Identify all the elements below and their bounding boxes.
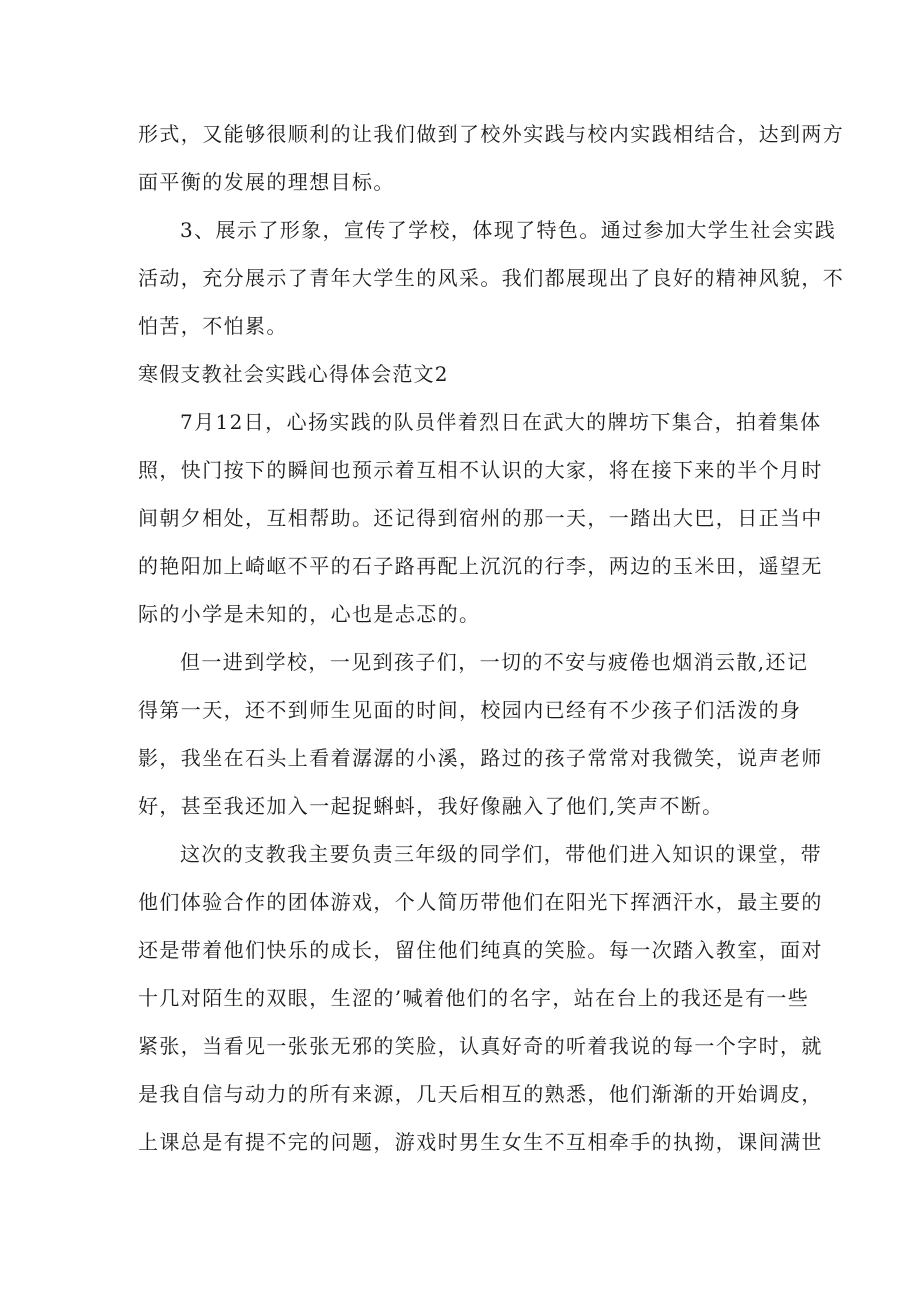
text-line: 影，我坐在石头上看着潺潺的小溪，路过的孩子常常对我微笑，说声老师	[138, 746, 823, 770]
text-line: 十几对陌生的双眼，生涩的’喊着他们的名字，站在台上的我还是有一些	[138, 986, 810, 1010]
text-line: 得第一天，还不到师生见面的时间，校园内已经有不少孩子们活泼的身	[138, 698, 802, 722]
text-line: 活动，充分展示了青年大学生的风采。我们都展现出了良好的精神风貌，不	[138, 266, 845, 290]
text-line: 的艳阳加上崎岖不平的石子路再配上沉沉的行李，两边的玉米田，遥望无	[138, 554, 823, 578]
text-line: 怕苦，不怕累。	[138, 314, 288, 338]
text-line: 面平衡的发展的理想目标。	[138, 170, 395, 194]
text-line: 他们体验合作的团体游戏，个人简历带他们在阳光下挥洒汗水，最主要的	[138, 890, 823, 914]
paragraph-first-line: 这次的支教我主要负责三年级的同学们，带他们进入知识的课堂，带	[180, 842, 822, 866]
paragraph-first-line: 7月12日，心扬实践的队员伴着烈日在武大的牌坊下集合，拍着集体	[180, 410, 822, 434]
paragraph-first-line: 但一进到学校，一见到孩子们，一切的不安与疲倦也烟消云散,还记	[180, 650, 809, 674]
text-line: 间朝夕相处，互相帮助。还记得到宿州的那一天，一踏出大巴，日正当中	[138, 506, 823, 530]
text-line: 际的小学是未知的，心也是忐忑的。	[138, 602, 481, 626]
text-line: 好，甚至我还加入一起捉蝌蚪，我好像融入了他们,笑声不断。	[138, 794, 724, 818]
section-heading: 寒假支教社会实践心得体会范文2	[138, 362, 449, 386]
text-line: 还是带着他们快乐的成长，留住他们纯真的笑脸。每一次踏入教室，面对	[138, 938, 823, 962]
paragraph-first-line: 3、展示了形象，宣传了学校，体现了特色。通过参加大学生社会实践	[180, 218, 837, 242]
text-line: 照，快门按下的瞬间也预示着互相不认识的大家，将在接下来的半个月时	[138, 458, 823, 482]
text-line: 形式，又能够很顺利的让我们做到了校外实践与校内实践相结合，达到两方	[138, 122, 845, 146]
text-line: 紧张，当看见一张张无邪的笑脸，认真好奇的听着我说的每一个字时，就	[138, 1034, 823, 1058]
text-line: 上课总是有提不完的问题，游戏时男生女生不互相牵手的执拗，课间满世	[138, 1130, 823, 1154]
text-line: 是我自信与动力的所有来源，几天后相互的熟悉，他们渐渐的开始调皮，	[138, 1082, 823, 1106]
